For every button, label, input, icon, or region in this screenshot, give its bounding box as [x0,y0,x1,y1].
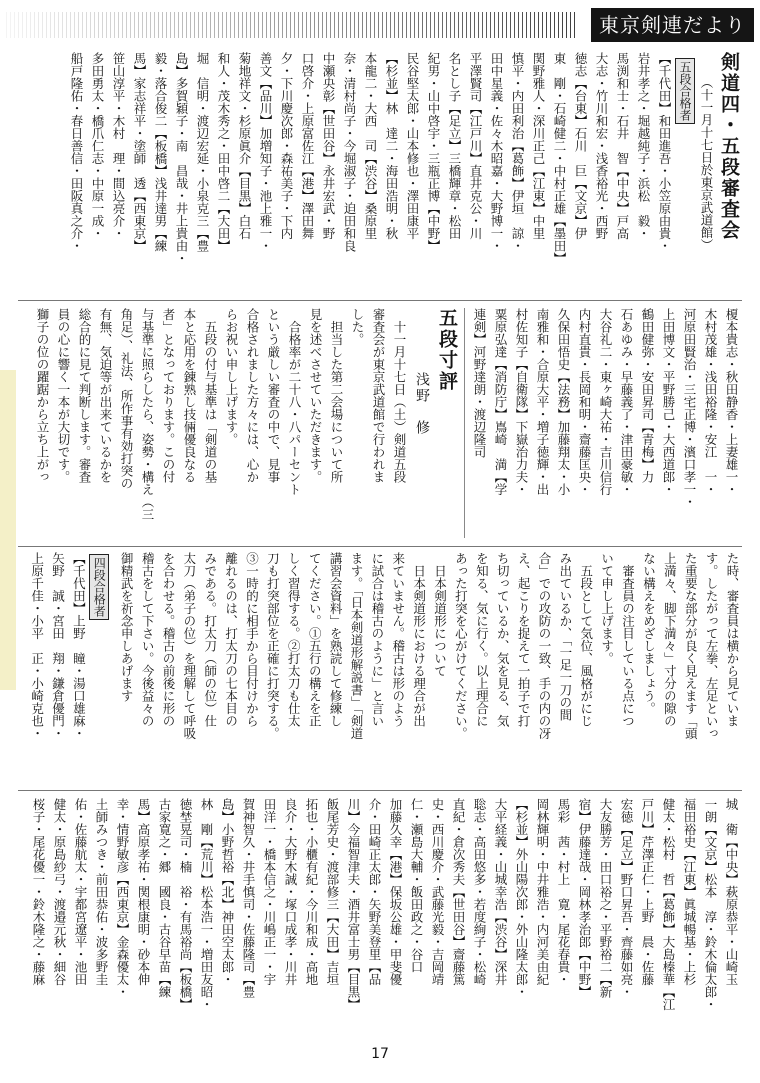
text-line: 日本剣道形について [432,552,448,677]
text-line: 者」となっております。この付 [161,308,176,483]
godan-passers-continued [469,308,742,538]
text-line: 【千代田】和田進吾・小笠原由貴・ [657,52,672,252]
text-line: 和人・茂木秀之・田中啓二【大田】 [216,52,231,252]
text-line: 上原千佳・小平 正・小崎克也・ [29,552,45,740]
text-line: 加藤久幸【港】保坂公雄・甲斐優 [388,798,403,986]
text-line: ます。「日本剣道形解説書」「剣道 [348,552,364,740]
text-line: 健太・原島紗弓・渡邉元秋・細谷 [52,798,67,986]
text-line: 角足）、礼法、所作事有効打突の [119,308,134,490]
yondan-label-col [88,552,109,784]
text-line: 本龍二・大西 司【渋谷】桑原里 [363,52,378,240]
text-line: ない構えをめざしましょう。 [641,552,657,715]
band-third [18,552,742,782]
text-line: 【杉並】林 達二・海田浩明・秋 [384,52,399,240]
text-line: 大平経義・山城幸浩【渋谷】深井 [493,798,508,986]
text-line: 福田裕史【江東】眞城暢基・上杉 [682,798,697,986]
text-line: 民谷堅太郎・山本修也・澤田康平 [405,52,420,240]
text-line: 合格率が二十八・八パーセント [287,308,302,496]
text-line: み出ているか、「一足一刀の間 [557,552,573,721]
text-line: 村佐知子【自衛隊】下嶽治力夫・ [514,308,529,496]
text-line: 内村直貴・長岡和明・齋藤匡央・ [577,308,592,496]
text-line: 善文【品川】加増知子・池上雅一・ [258,52,273,252]
text-line: 与基準に照らしたら、姿勢・構え（三 [140,308,155,521]
text-line: 担当した第二会場について所 [329,308,344,483]
text-line: 離れるのは、打太刀の七本目の [223,552,239,727]
text-line: 川】今福智津夫・酒井富士男【目黒】 [346,798,361,1011]
text-line: 有無、気迫等が出来ているかを [98,308,113,483]
text-line: 田洋一・橋本信之・川嶋正一・宇 [262,798,277,986]
text-line: 大谷礼二・東ヶ崎大祐・吉川信行 [598,308,613,496]
band-bottom [18,798,742,1034]
text-line: を知る、気に行く。以上理合に [474,552,490,727]
review-text [32,308,410,538]
header-stripe-decoration [6,12,576,38]
text-line: 大友勝芳・田口裕之・平野裕二【新 [598,798,613,998]
text-line: 堀 信明・渡辺宏延・小泉克三【豊 [195,52,210,252]
text-line: 馬彩 茜・村上 寛・尾花春貴・ [556,798,571,986]
text-line: 飯尾芳史・渡部修三【大田】吉垣 [325,798,340,986]
text-line: みである。打太刀（師の位）仕 [202,552,218,727]
text-line: 幸・情野敏彦【西東京】金森優太・ [115,798,130,998]
text-line: 審査会が東京武道館で行われま [371,308,386,483]
text-line: 介・田崎正太郎・矢野美登里【品 [367,798,382,986]
text-line: 慎平・内田利治【葛飾】伊垣 諒・ [510,52,525,252]
text-line: す。したがって左拳、左足といっ [704,552,720,740]
text-line: 拓也・小櫃有紀・今川和成・高地 [304,798,319,986]
text-line: てください。①五行の構えを正 [307,552,323,727]
text-line: 石あゆみ・早藤義了・津田豪敏・ [619,308,634,496]
text-line: 馬渕和士・石井 智【中央】戸高 [615,52,630,240]
text-line: ち切っているか、気を見る、気 [495,552,511,727]
band-top [18,52,742,290]
text-line: 馬】高原孝祐・関根康明・砂本伸 [136,798,151,986]
text-line: 賀神智久・井手慎司・佐藤隆司【豊 [241,798,256,998]
text-line: 来ていません。稽古は形のよう [390,552,406,727]
text-line: 刀も打突部位を正確に打突する。 [265,552,281,740]
text-line: 久保田悟史【法務】加藤翔太・小 [556,308,571,496]
text-line: 獅子の位の躍踞から立ち上がっ [35,308,50,483]
text-line: 【杉並】外山陽次郎・外山隆太郎・ [514,798,529,998]
review-text-continued [115,552,742,782]
review-author: 浅野 修 [414,372,430,436]
text-line: 岡林輝明・中井雅浩・内河美由紀 [535,798,550,986]
text-line: 稽古をして下さい。今後益々の [140,552,156,727]
text-line: 菊地祥文・杉原眞介【目黒】白石 [237,52,252,240]
text-line: 総合的に見て判断します。審査 [77,308,92,483]
text-line: らお祝い申し上げます。 [224,308,239,446]
text-line: た時、審査員は横から見ていま [725,552,740,727]
side-tint-decoration [0,370,16,690]
text-line: 榎本貴志・秋田静香・上妻雄一・ [724,308,739,496]
text-line: 聡志・高田悠多・若度絢子・松崎 [472,798,487,986]
band-second [18,308,742,538]
text-line: 戸川】芹澤正仁・上野 晨・佐藤 [640,798,655,986]
yondan-passers-list [26,552,89,782]
text-line: 徳埜晃司・楠 裕・有馬裕尚【板橋】 [178,798,193,1011]
text-line: 鶴田健弥・安田昇司【青梅】力 [640,308,655,483]
text-line: という厳しい審査の中で、見事 [266,308,281,483]
text-line: 宏徳【足立】野口昇吾・齊藤如亮・ [619,798,634,998]
yondan-passers-label: 四段合格者 [89,554,109,620]
text-line: しく習得する。②打太刀も仕太 [286,552,302,727]
text-line: 岩井孝之・堀越純子・浜松 毅・ [636,52,651,240]
text-line: 仁・瀬島大輔・飯田政之・谷口 [409,798,424,973]
text-line: あった打突を心がけてください。 [453,552,469,740]
text-line: 紀男・山中啓宇・三瓶正博【中野】 [426,52,441,252]
text-line: 中瀬央彰【世田谷】永井宏武・野 [321,52,336,240]
divider-line [18,790,742,791]
text-line: 笹山淳平・木村 理・間込亮介・ [111,52,126,240]
text-line: 講習会資料」を熟読して修練し [328,552,344,727]
page-header [0,8,760,42]
text-line: 桜子・尾花優一・鈴木隆之・藤麻 [31,798,46,986]
text-line: に試合は稽古のように」と言い [369,552,385,727]
exam-heading: 剣道四・五段審査会 [718,52,740,241]
column-divider [464,308,465,538]
text-line: 太刀（弟子の位）を理解して呼吸 [181,552,197,740]
text-line: 島】多賀穎子・南 昌哉・井上貴由・ [174,52,189,265]
text-line: 一朗【文京】松本 淳・鈴木倫太郎・ [703,798,718,1011]
text-line: 矢野 誠・宮田 翔・鎌倉優門・ [50,552,66,740]
divider-line [18,300,742,301]
text-line: 十一月十七日（土）剣道五段 [392,308,407,483]
exam-date-venue: （十一月十七日於東京武道館） [699,76,714,251]
text-line: 員の心に響く一本が大切です。 [56,308,71,483]
text-line: 上満々、脚下満々」寸分の隙の [662,552,678,727]
yondan-passers-continued [28,798,742,1034]
divider-line [18,546,742,547]
text-line: 大志・竹川和宏・浅香裕光・西野 [594,52,609,240]
text-line: いて申し上げます。 [599,552,615,665]
text-line: 島】小野哲裕【北】神田空太郎・ [220,798,235,986]
text-line: 本と応用を錬熟し技倆優良なる [182,308,197,483]
review-heading: 五段寸評 [436,308,458,392]
text-line: 健太・松村 哲【葛飾】大島榛華【江 [661,798,676,1011]
godan-label-col [675,52,696,296]
text-line: 宿】伊藤達哉・岡林孝治郎【中野】 [577,798,592,998]
text-line: 田中星義・佐々木昭嘉・大野博一・ [489,52,504,252]
text-line: 南雅和・合原大平・増子徳輝・出 [535,308,550,496]
text-line: 城 衛【中央】萩原恭平・山崎玉 [724,798,739,986]
text-line: 佑・佐藤航太・宇都宮遼平・池田 [73,798,88,986]
text-line: 馬】家志祥平・塗師 透【西東京】 [132,52,147,252]
text-line: ③一時的に相手から目付けから [244,552,260,727]
text-line: 多田勇太・橋爪仁志・中原一成・ [90,52,105,240]
text-line: した。 [350,308,365,346]
text-line: 徳志【台東】石川 巨【文京】伊 [573,52,588,240]
text-line: 林 剛【荒川】松本浩一・増田友昭・ [199,798,214,1011]
text-line: え、起こりを捉えて一拍子で打 [516,552,532,727]
text-line: 良介・大野木誠・塚口成孝・川井 [283,798,298,986]
text-line: 【千代田】上野 瞳・湯口雄麻・ [71,552,87,740]
text-line: 粟原弘達【消防庁】嶌崎 満【学 [493,308,508,496]
text-line: 連剣】河野達朗・渡辺隆司 [472,308,487,458]
text-line: た重要な部分が良く見えます「頭 [683,552,699,740]
text-line: 史・西川慶介・武藤光毅・吉岡靖 [430,798,445,986]
text-line: 上田博文・平野勝己・大西道郎・ [661,308,676,496]
text-line: 見を述べさせていただきます。 [308,308,323,483]
text-line: 五段の付与基準は「剣道の基 [203,308,218,483]
text-line: 河原田賢治・三宅正博・濱口孝一・ [682,308,697,508]
text-line: 夕・下川慶次郎・森祐美子・下内 [279,52,294,240]
text-line: 名とし子【足立】三橋輝章・松田 [447,52,462,240]
text-line: 日本剣道形における理合が出 [411,552,427,727]
text-line: 平澤賢司【江戸川】直井克公・川 [468,52,483,240]
text-line: 審査員の注目している点につ [620,552,636,727]
godan-passers-label: 五段合格者 [675,58,695,124]
text-line: 関野雅人・深川正己【江東】中里 [531,52,546,240]
text-line: を合わせる。稽古の前後に形の [160,552,176,727]
text-line: 合」での攻防の一致、手の内の冴 [536,552,552,740]
text-line: 東 剛・石崎健二・中村正雄【墨田】 [552,52,567,265]
text-line: 土師みつき・前田恭佑・波多野圭 [94,798,109,986]
newsletter-title: 東京剣連だより [591,8,754,42]
page-number: 17 [371,1046,389,1062]
text-line: 古家寛之・郷 國良・古谷早苗【練 [157,798,172,998]
godan-passers-list [66,52,675,290]
text-line: 御精武を祈念申しあげます [119,552,135,702]
text-line: 五段として気位、風格がにじ [578,552,594,727]
text-line: 合格されました方々には、心か [245,308,260,483]
text-line: 木村茂雄・浅田裕隆・安江 一・ [703,308,718,496]
text-line: 奈・清村尚子・今堀淑子・迫田和良 [342,52,357,252]
text-line: 船戸隆佑・春日善信・田阪真之介・ [69,52,84,252]
text-line: 毅・落合俊二【板橋】浅井達男【練 [153,52,168,252]
text-line: 口啓介・上原富佐江【港】澤田舞 [300,52,315,240]
text-line: 直紀・倉次秀夫【世田谷】齋藤篤 [451,798,466,986]
